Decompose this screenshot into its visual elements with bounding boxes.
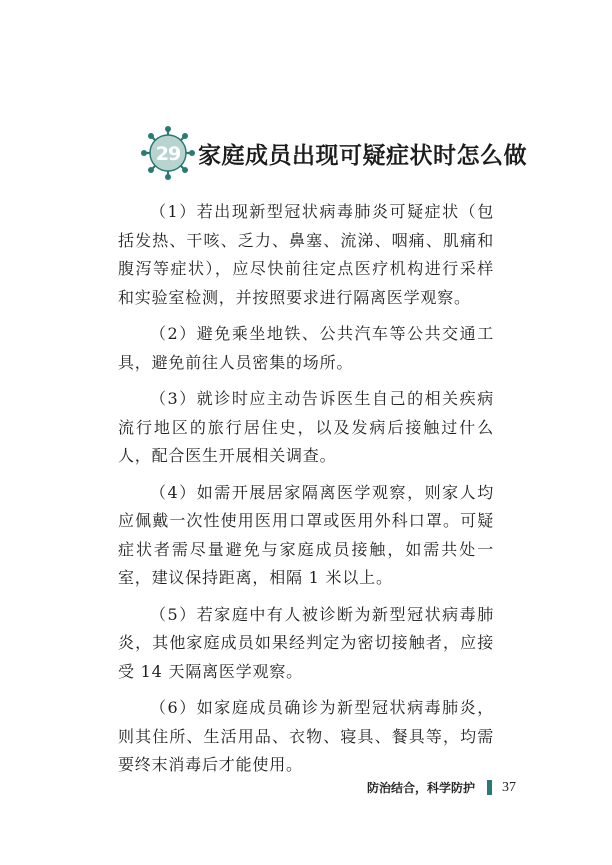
virus-number-badge-icon	[140, 125, 196, 181]
paragraph-4: （4）如需开展居家隔离医学观察，则家人均应佩戴一次性使用医用口罩或医用外科口罩。可疑症状者需尽量避免与家庭成员接触，如需共处一室，建议保持距离，相隔 1 米以上。	[118, 482, 494, 587]
paragraph-6: （6）如家庭成员确诊为新型冠状病毒肺炎，则其住所、生活用品、衣物、寝具、餐具等，均需要终末消毒后才能使用。	[118, 698, 494, 774]
section-title: 家庭成员出现可疑症状时怎么做	[198, 142, 527, 169]
section-heading	[140, 127, 527, 179]
page-footer	[367, 779, 516, 796]
body-text	[118, 198, 494, 788]
paragraph-1: （1）若出现新型冠状病毒肺炎可疑症状（包括发热、干咳、乏力、鼻塞、流涕、咽痛、肌痛和腹泻等症状），应尽快前往定点医疗机构进行采样和实验室检测，并按照要求进行隔离医学观察。	[118, 202, 494, 307]
footer-motto: 防治结合，科学防护	[366, 781, 475, 795]
paragraph-5: （5）若家庭中有人被诊断为新型冠状病毒肺炎，其他家庭成员如果经判定为密切接触者，应接受 14 天隔离医学观察。	[118, 604, 494, 681]
paragraph-2: （2）避免乘坐地铁、公共汽车等公共交通工具，避免前往人员密集的场所。	[118, 324, 494, 372]
footer-divider	[487, 780, 492, 795]
section-number: 29	[155, 143, 181, 165]
paragraph-3: （3）就诊时应主动告诉医生自己的相关疾病流行地区的旅行居住史，以及发病后接触过什么人，配合医生开展相关调查。	[118, 389, 494, 465]
page-number: 37	[502, 779, 516, 795]
